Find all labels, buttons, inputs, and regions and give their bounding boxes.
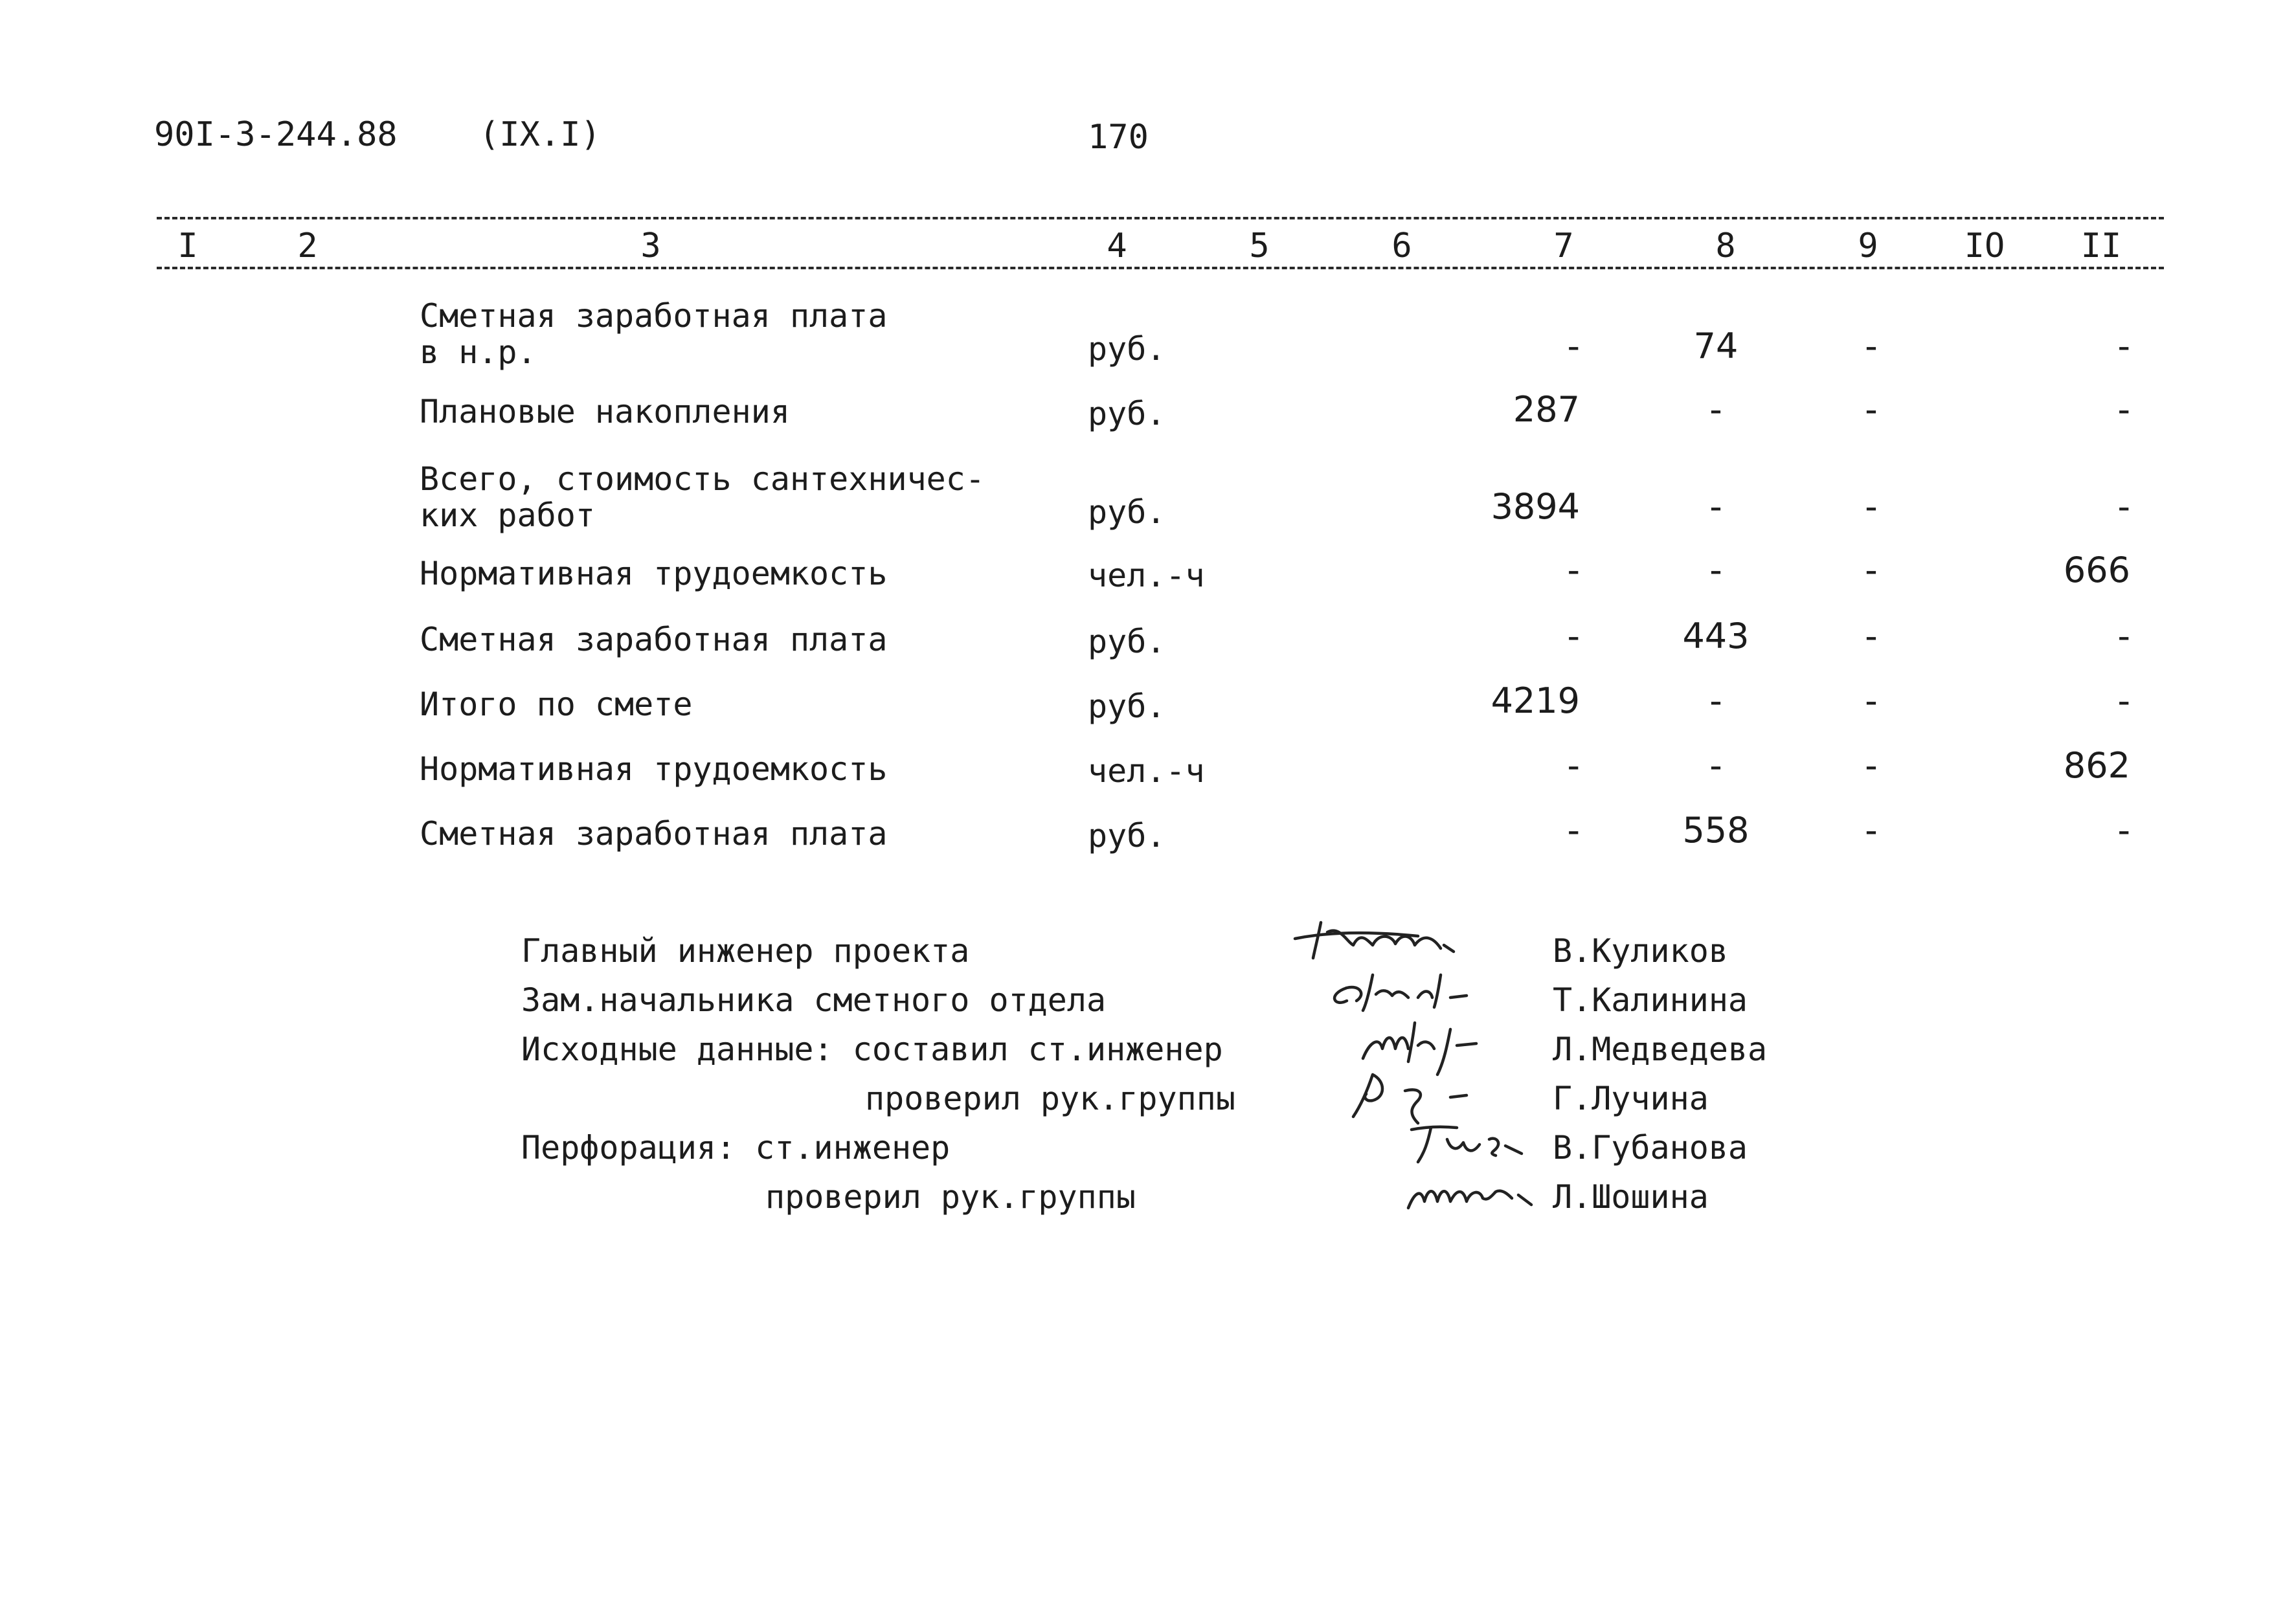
- row-col8: 443: [1682, 616, 1750, 656]
- row-col8: -: [1709, 745, 1722, 786]
- row-col9: -: [1865, 616, 1878, 656]
- row-col7: 287: [1513, 389, 1580, 430]
- column-header-4: 4: [1107, 227, 1127, 265]
- row-col9: -: [1865, 389, 1878, 430]
- row-col11: 666: [2063, 550, 2130, 590]
- row-col11: -: [2117, 810, 2130, 851]
- row-description: Плановые накопления: [420, 393, 790, 430]
- row-col8: -: [1709, 550, 1722, 590]
- row-unit: чел.-ч: [1088, 557, 1205, 594]
- row-description: Сметная заработная плата: [420, 815, 888, 853]
- row-col9: -: [1865, 810, 1878, 851]
- row-unit: чел.-ч: [1088, 752, 1205, 790]
- row-description: Нормативная трудоемкость: [420, 555, 888, 592]
- row-col11: 862: [2063, 745, 2130, 786]
- signer-role: Исходные данные: составил ст.инженер: [521, 1031, 1223, 1068]
- column-header-2: 2: [297, 227, 318, 265]
- signer-name: Т.Калинина: [1553, 981, 1748, 1019]
- row-unit: руб.: [1088, 817, 1166, 854]
- signer-name: В.Губанова: [1553, 1129, 1748, 1167]
- signer-role: Главный инженер проекта: [521, 932, 970, 970]
- header-bottom-rule: [157, 267, 2164, 269]
- signer-role: Перфорация: ст.инженер: [521, 1129, 951, 1167]
- document-code: 90I-3-244.88: [154, 115, 398, 154]
- row-unit: руб.: [1088, 330, 1166, 368]
- column-header-11: II: [2080, 227, 2122, 265]
- row-col7: -: [1567, 745, 1580, 786]
- column-header-5: 5: [1249, 227, 1270, 265]
- row-description: Нормативная трудоемкость: [420, 750, 888, 788]
- column-header-8: 8: [1715, 227, 1736, 265]
- row-col11: -: [2117, 616, 2130, 656]
- column-header-7: 7: [1553, 227, 1574, 265]
- column-header-3: 3: [640, 227, 661, 265]
- row-col8: -: [1709, 389, 1722, 430]
- section-code: (IX.I): [479, 115, 601, 154]
- row-col9: -: [1865, 745, 1878, 786]
- row-col7: 3894: [1491, 486, 1580, 527]
- row-col7: 4219: [1491, 680, 1580, 721]
- signer-name: Л.Медведева: [1553, 1031, 1768, 1068]
- row-description: Сметная заработная плата: [420, 621, 888, 658]
- row-col8: -: [1709, 486, 1722, 527]
- column-header-9: 9: [1858, 227, 1878, 265]
- column-header-6: 6: [1391, 227, 1412, 265]
- column-header-1: I: [177, 227, 198, 265]
- row-col9: -: [1865, 486, 1878, 527]
- row-col8: 74: [1693, 326, 1739, 366]
- row-description: Всего, стоимость сантехничес- ких работ: [420, 460, 985, 534]
- row-col11: -: [2117, 389, 2130, 430]
- row-col8: -: [1709, 680, 1722, 721]
- page-number: 170: [1088, 118, 1149, 157]
- signer-role: Зам.начальника сметного отдела: [521, 981, 1107, 1019]
- row-unit: руб.: [1088, 395, 1166, 432]
- row-col7: -: [1567, 616, 1580, 656]
- column-header-10: IO: [1964, 227, 2005, 265]
- row-col8: 558: [1682, 810, 1750, 851]
- signer-name: Л.Шошина: [1553, 1178, 1709, 1216]
- row-description: Итого по смете: [420, 686, 693, 723]
- signature-shoshina: [1399, 1163, 1548, 1221]
- row-col7: -: [1567, 550, 1580, 590]
- signer-name: Г.Лучина: [1553, 1080, 1709, 1117]
- row-col11: -: [2117, 326, 2130, 366]
- row-description: Сметная заработная плата в н.р.: [420, 297, 888, 371]
- row-col11: -: [2117, 486, 2130, 527]
- signer-name: В.Куликов: [1553, 932, 1728, 970]
- row-col11: -: [2117, 680, 2130, 721]
- signer-role: проверил рук.группы: [865, 1080, 1235, 1117]
- row-col7: -: [1567, 326, 1580, 366]
- row-col9: -: [1865, 680, 1878, 721]
- row-unit: руб.: [1088, 687, 1166, 725]
- signer-role: проверил рук.группы: [765, 1178, 1136, 1216]
- header-top-rule: [157, 217, 2164, 219]
- row-col9: -: [1865, 326, 1878, 366]
- row-unit: руб.: [1088, 493, 1166, 531]
- row-unit: руб.: [1088, 623, 1166, 660]
- row-col9: -: [1865, 550, 1878, 590]
- row-col7: -: [1567, 810, 1580, 851]
